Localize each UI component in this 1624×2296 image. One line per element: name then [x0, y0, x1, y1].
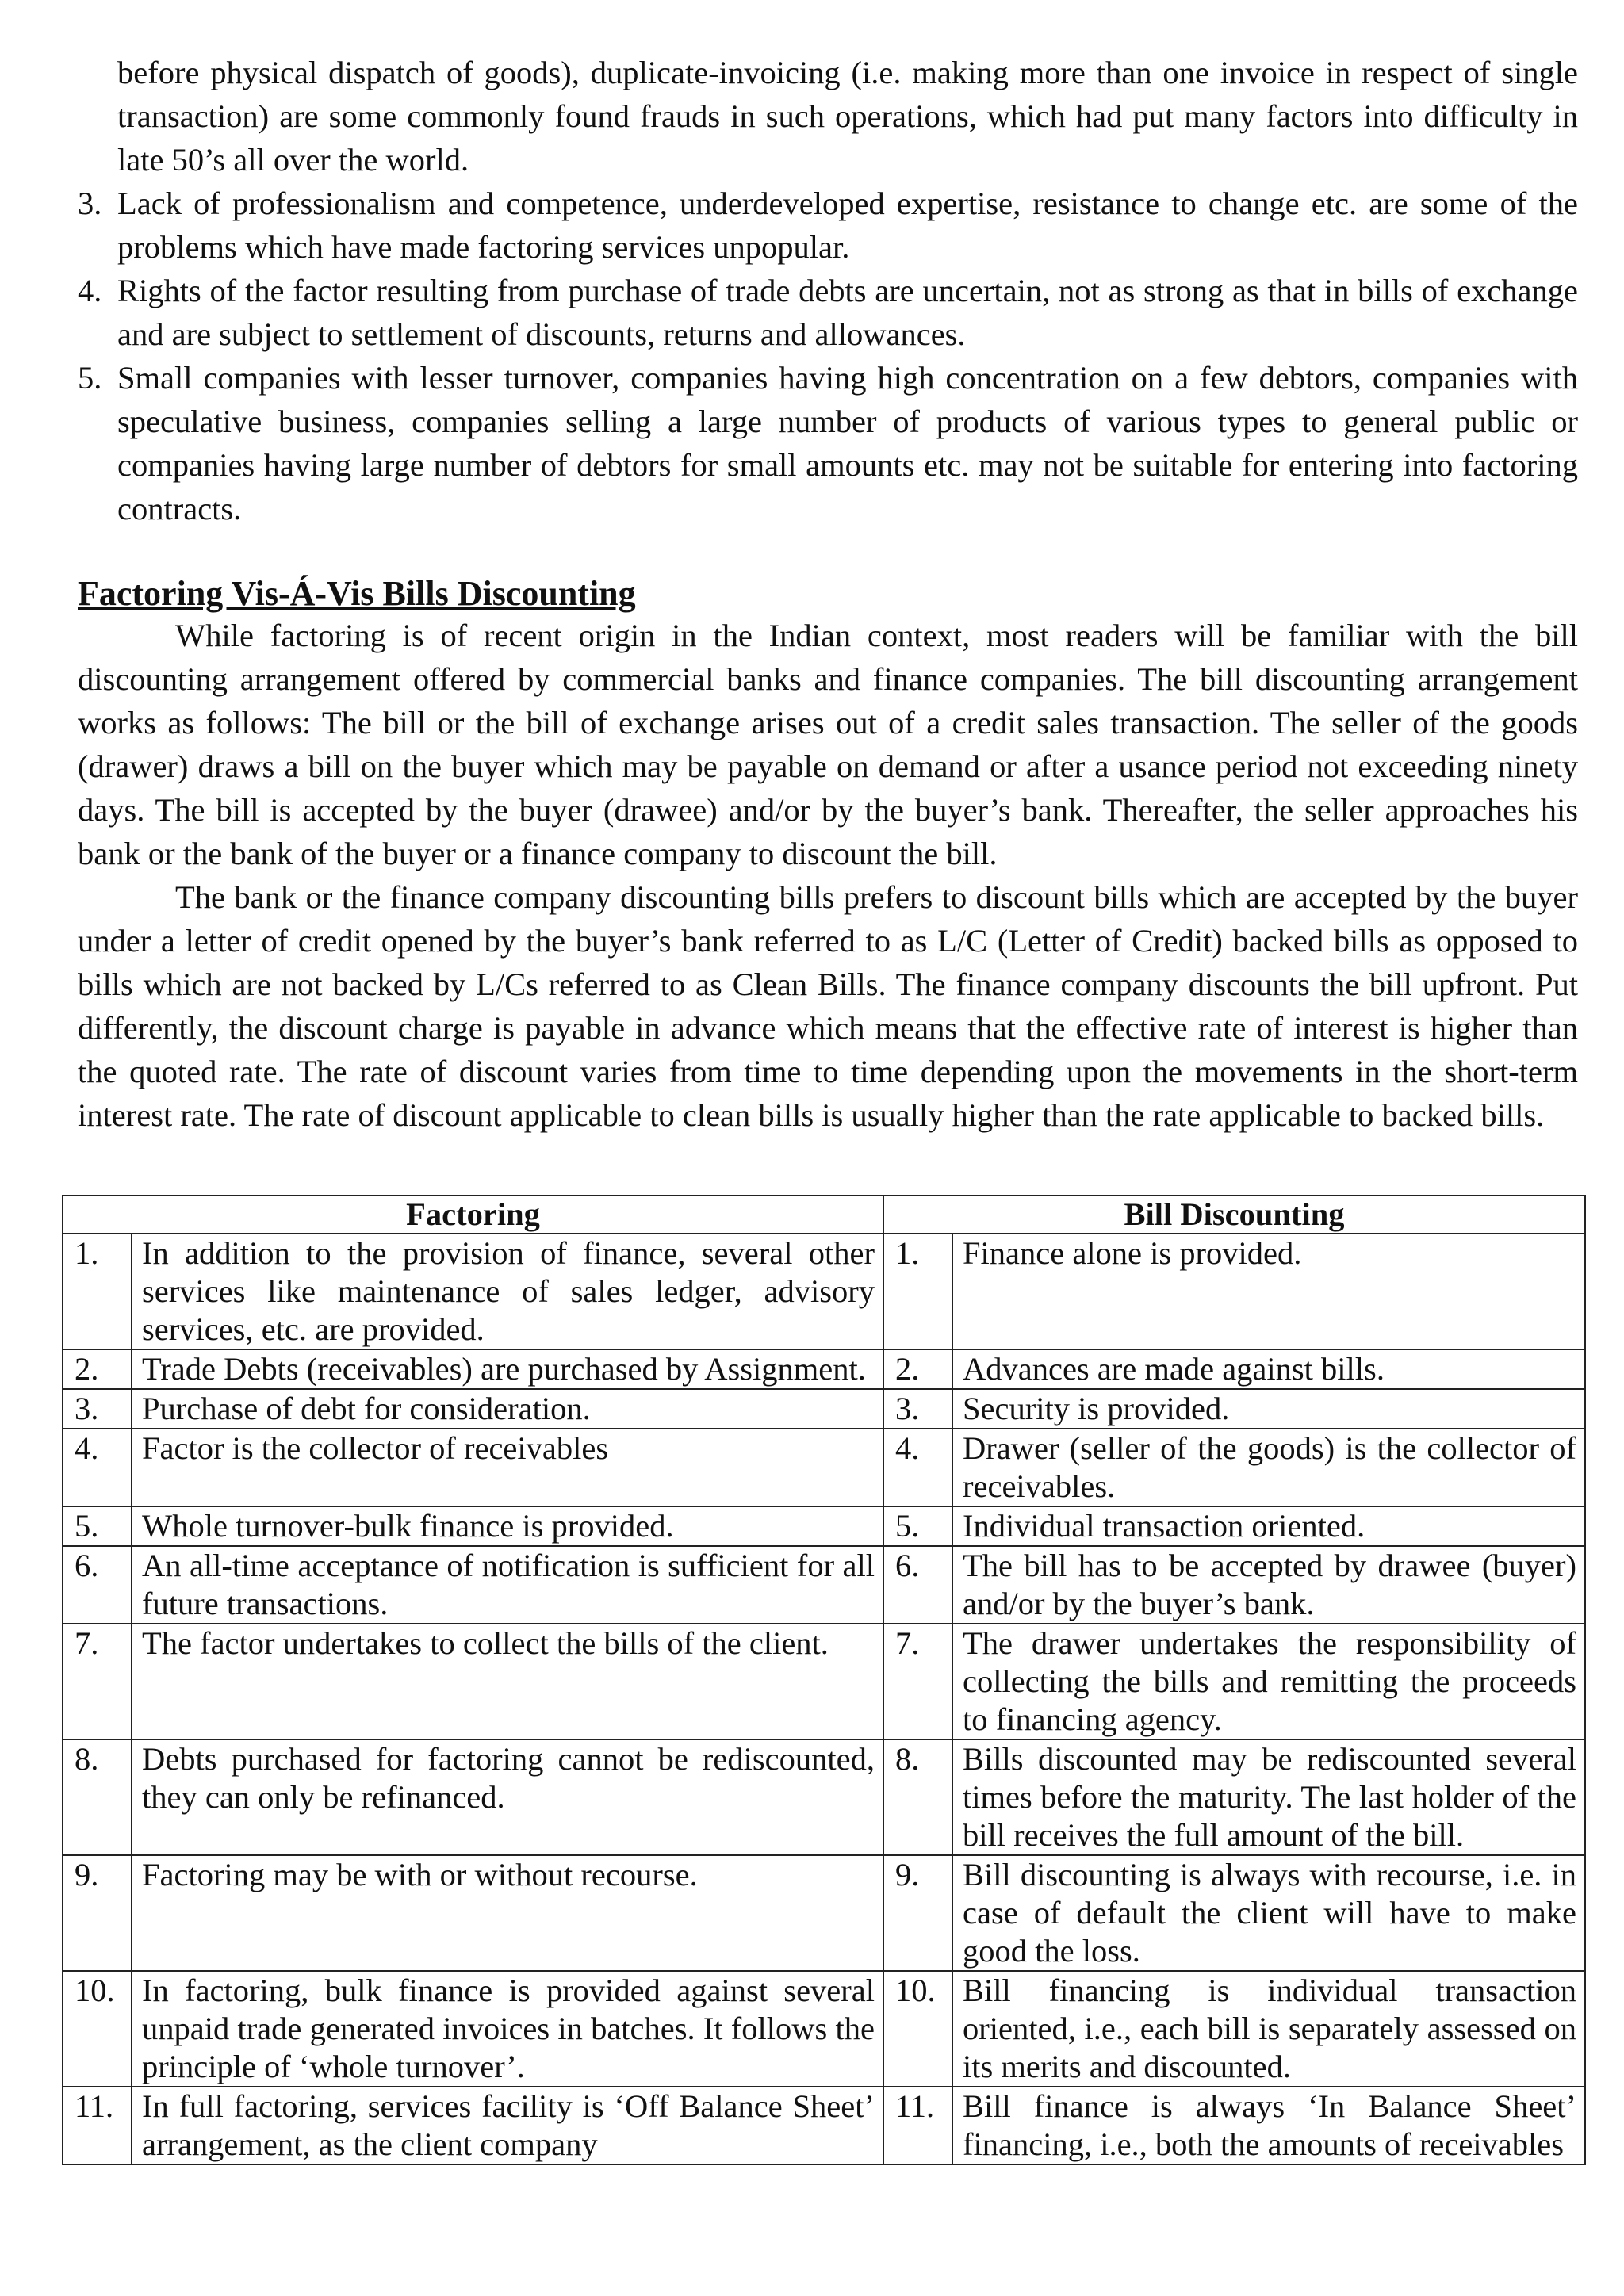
table-row [63, 1349, 1585, 1389]
bill-discounting-cell: The drawer undertakes the responsibility of collecting the bills and remitting the proceeds to financing agency. [952, 1624, 1585, 1739]
factoring-cell: The factor undertakes to collect the bills of the client. [132, 1624, 883, 1739]
bill-discounting-cell: Bill financing is individual transaction oriented, i.e., each bill is separately assessed on its merits and discounted. [952, 1971, 1585, 2087]
row-number: 5. [883, 1506, 952, 1546]
row-number: 6. [883, 1546, 952, 1624]
list-item [78, 269, 1578, 356]
table-row [63, 1624, 1585, 1739]
factoring-cell: In factoring, bulk finance is provided against several unpaid trade generated invoices in batches. It follows the principle of ‘whole turnover’. [132, 1971, 883, 2087]
list-item [78, 356, 1578, 530]
row-number: 1. [63, 1234, 132, 1349]
list-text: Lack of professionalism and competence, underdeveloped expertise, resistance to change etc. are some of the problems which have made factoring services unpopular. [117, 186, 1578, 265]
row-number: 2. [883, 1349, 952, 1389]
list-number: 3. [78, 186, 102, 221]
factoring-cell: In full factoring, services facility is ‘Off Balance Sheet’ arrangement, as the client company [132, 2087, 883, 2164]
row-number: 2. [63, 1349, 132, 1389]
bill-discounting-cell: Finance alone is provided. [952, 1234, 1585, 1349]
table-row [63, 1546, 1585, 1624]
bill-discounting-cell: Individual transaction oriented. [952, 1506, 1585, 1546]
drawbacks-list [78, 182, 1578, 530]
table-row [63, 1739, 1585, 1855]
comparison-table [62, 1195, 1586, 2165]
row-number: 1. [883, 1234, 952, 1349]
document-page [78, 51, 1578, 1137]
row-number: 8. [63, 1739, 132, 1855]
list-number: 4. [78, 273, 102, 308]
table-row [63, 1429, 1585, 1506]
list-text: Small companies with lesser turnover, companies having high concentration on a few debtors, companies with speculative business, companies selling a large number of products of various types to general public or companies having large number of debtors for small amounts etc. may not be suitable for entering into factoring contracts. [117, 360, 1578, 526]
factoring-cell: An all-time acceptance of notification is sufficient for all future transactions. [132, 1546, 883, 1624]
table-row [63, 1855, 1585, 1971]
row-number: 10. [883, 1971, 952, 2087]
paragraph-bill-discounting: While factoring is of recent origin in the Indian context, most readers will be familiar with the bill discounting arrangement offered by commercial banks and finance companies. The bill discounting arrangement works as follows: The bill or the bill of exchange arises out of a credit sales transaction. The seller of the goods (drawer) draws a bill on the buyer which may be payable on demand or after a usance period not exceeding ninety days. The bill is accepted by the buyer (drawee) and/or by the buyer’s bank. Thereafter, the seller approaches his bank or the bank of the buyer or a finance company to discount the bill. [78, 618, 1578, 871]
list-number: 5. [78, 360, 102, 396]
row-number: 7. [883, 1624, 952, 1739]
row-number: 9. [883, 1855, 952, 1971]
row-number: 3. [883, 1389, 952, 1429]
bill-discounting-cell: Security is provided. [952, 1389, 1585, 1429]
list-item [78, 182, 1578, 269]
bill-discounting-cell: Bill finance is always ‘In Balance Sheet’ financing, i.e., both the amounts of receivables [952, 2087, 1585, 2164]
bill-discounting-cell: Advances are made against bills. [952, 1349, 1585, 1389]
factoring-cell: Trade Debts (receivables) are purchased by Assignment. [132, 1349, 883, 1389]
header-bill-discounting: Bill Discounting [883, 1196, 1585, 1234]
bill-discounting-cell: Bill discounting is always with recourse, i.e. in case of default the client will have to make good the loss. [952, 1855, 1585, 1971]
factoring-cell: Factoring may be with or without recourse. [132, 1855, 883, 1971]
table-row [63, 2087, 1585, 2164]
row-number: 8. [883, 1739, 952, 1855]
row-number: 10. [63, 1971, 132, 2087]
table-row [63, 1971, 1585, 2087]
row-number: 9. [63, 1855, 132, 1971]
bill-discounting-cell: Drawer (seller of the goods) is the collector of receivables. [952, 1429, 1585, 1506]
table-row [63, 1389, 1585, 1429]
bill-discounting-cell: Bills discounted may be rediscounted several times before the maturity. The last holder of the bill receives the full amount of the bill. [952, 1739, 1585, 1855]
row-number: 3. [63, 1389, 132, 1429]
list-text: Rights of the factor resulting from purchase of trade debts are uncertain, not as strong as that in bills of exchange and are subject to settlement of discounts, returns and allowances. [117, 273, 1578, 352]
section-heading: Factoring Vis-Á-Vis Bills Discounting [78, 574, 636, 613]
factoring-cell: Whole turnover-bulk finance is provided. [132, 1506, 883, 1546]
row-number: 4. [63, 1429, 132, 1506]
factoring-cell: Purchase of debt for consideration. [132, 1389, 883, 1429]
row-number: 5. [63, 1506, 132, 1546]
factoring-cell: Debts purchased for factoring cannot be rediscounted, they can only be refinanced. [132, 1739, 883, 1855]
intro-continuation: before physical dispatch of goods), duplicate-invoicing (i.e. making more than one invoice in respect of single transaction) are some commonly found frauds in such operations, which had put many factors into difficulty in late 50’s all over the world. [117, 55, 1578, 178]
factoring-cell: Factor is the collector of receivables [132, 1429, 883, 1506]
row-number: 11. [63, 2087, 132, 2164]
table-row [63, 1506, 1585, 1546]
row-number: 4. [883, 1429, 952, 1506]
paragraph-discount-rates: The bank or the finance company discounting bills prefers to discount bills which are accepted by the buyer under a letter of credit opened by the buyer’s bank referred to as L/C (Letter of Credit) backed bills as opposed to bills which are not backed by L/Cs referred to as Clean Bills. The finance company discounts the bill upfront. Put differently, the discount charge is payable in advance which means that the effective rate of interest is higher than the quoted rate. The rate of discount varies from time to time depending upon the movements in the short-term interest rate. The rate of discount applicable to clean bills is usually higher than the rate applicable to backed bills. [78, 879, 1578, 1133]
bill-discounting-cell: The bill has to be accepted by drawee (buyer) and/or by the buyer’s bank. [952, 1546, 1585, 1624]
factoring-cell: In addition to the provision of finance, several other services like maintenance of sales ledger, advisory services, etc. are provided. [132, 1234, 883, 1349]
row-number: 7. [63, 1624, 132, 1739]
row-number: 6. [63, 1546, 132, 1624]
table-header-row [63, 1196, 1585, 1234]
row-number: 11. [883, 2087, 952, 2164]
table-row [63, 1234, 1585, 1349]
header-factoring: Factoring [63, 1196, 883, 1234]
